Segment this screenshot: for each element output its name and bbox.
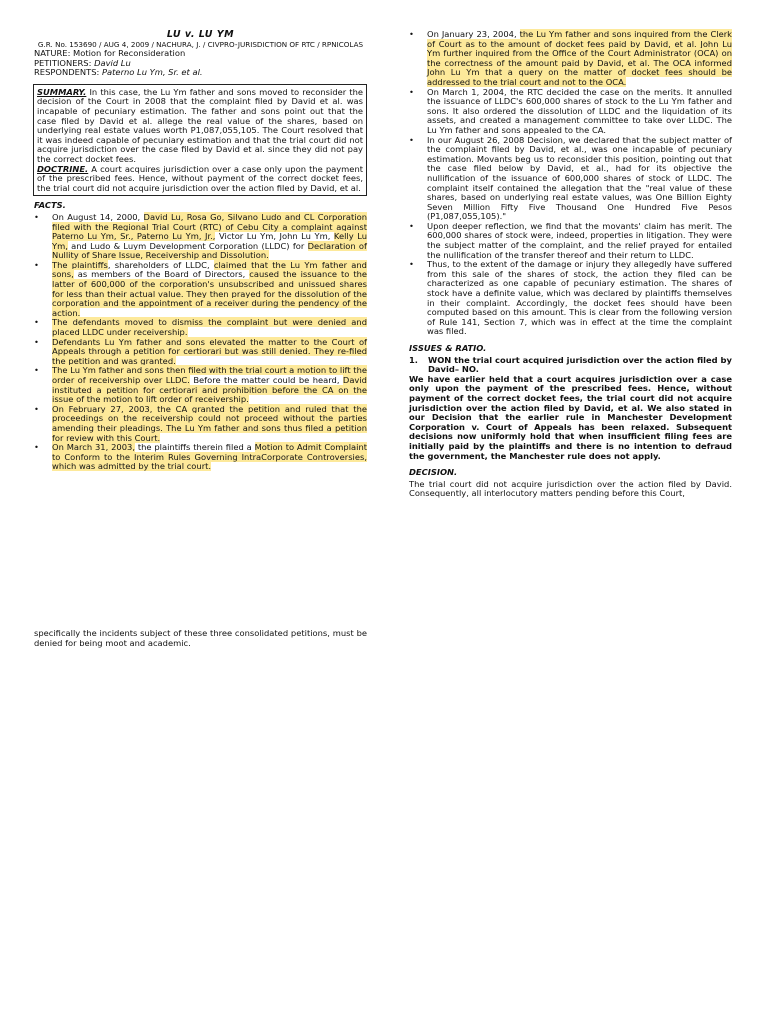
- list-item: [409, 30, 732, 88]
- list-item: [34, 338, 367, 367]
- decision-heading: DECISION.: [409, 467, 458, 478]
- list-item: [34, 366, 367, 404]
- list-item: [34, 213, 367, 261]
- summary-text: In this case, the Lu Ym father and sons moved to reconsider the decision of the Court in 2008 that the complaint filed by David et al. was incapable of pecuniary estimation. The father and sons point out that the case filed by David et al. allege the real value of the shares, based on underlying real estate values worth P1,087,055,105. The Court resolved that it was indeed capable of pecuniary estimation and that the trial court did not acquire jurisdiction over the case filed by David et al. since they did not pay the correct docket fees.: [37, 86, 363, 164]
- highlighted-text: David Lu, Rosa Go, Silvano Ludo and CL Corporation filed with the Regional Trial Court (RTC) of Cebu City a complaint against Paterno Lu Ym, Sr., Paterno Lu Ym, Jr.,: [52, 211, 367, 242]
- respondents-label: RESPONDENTS:: [34, 67, 103, 78]
- doctrine-paragraph: [37, 165, 363, 194]
- summary-paragraph: [37, 88, 363, 165]
- respondents-value: Paterno Lu Ym, Sr. et al.: [102, 67, 203, 78]
- highlighted-text: The Lu Ym father and sons then filed with the trial court a motion to lift the order of receivership over LLDC.: [52, 365, 367, 385]
- highlighted-text: the Lu Ym father and sons inquired from the Clerk of Court as to the amount of docket fees paid by David, et al. John Lu Ym further inquired from the Office of the Court Administrator (OCA) on the correctness of the amount paid by David, et al. The OCA informed John Lu Ym that a query on the matter of docket fees should be addressed to the trial court and not to the OCA.: [427, 29, 732, 87]
- list-item: [409, 88, 732, 136]
- facts-list: [34, 213, 367, 472]
- summary-label: SUMMARY.: [37, 86, 87, 97]
- text-segment: Before the matter could be heard,: [189, 375, 343, 385]
- highlighted-text: caused the issuance to the latter of 600,000 of the corporation's unsubscribed and unissued shares for less than their actual value. They then prayed for the dissolution of the corporation and the appointment of a receiver during the pendency of the action.: [52, 269, 368, 318]
- case-title: LU v. LU YM: [166, 29, 235, 40]
- highlighted-text: David instituted a petition for certiorari and prohibition before the CA on the issue of the motion to lift order of receivership.: [52, 375, 367, 405]
- highlighted-text: On March 31, 2003,: [52, 442, 135, 453]
- text-segment: Thus, to the extent of the damage or injury they allegedly have suffered from this sale of the shares of stock, the action they filed can be characterized as one capable of pecuniary estimation. The shares of stock have a definite value, which was declared by plaintiffs themselves in their complaint. Accordingly, the docket fees should have been computed based on this amount. This is clear from the following version of Rule 141, Section 7, which was in effect at the time the complaint was filed.: [427, 259, 732, 337]
- highlighted-text: The defendants moved to dismiss the complaint but were denied and placed LLDC under receivership.: [52, 317, 367, 338]
- text-segment: On August 14, 2000,: [52, 211, 144, 222]
- text-segment: Victor Lu Ym, John Lu Ym,: [215, 231, 334, 242]
- highlighted-text: claimed that the Lu Ym father and sons,: [52, 259, 367, 280]
- list-item: [34, 405, 367, 443]
- text-segment: as members of the Board of Directors,: [73, 269, 250, 280]
- text-segment: On March 1, 2004, the RTC decided the case on the merits. It annulled the issuance of LLDC's 600,000 shares of stock to the Lu Ym father and sons. It also ordered the dissolution of LLDC and the liquidation of its assets, and created a management committee to take over LLDC. The Lu Ym father and sons appealed to the CA.: [427, 86, 732, 135]
- decision-text: The trial court did not acquire jurisdiction over the action filed by David. Consequently, all interlocutory matters pending before this Court,: [409, 478, 732, 499]
- highlighted-text: Defendants Lu Ym father and sons elevated the matter to the Court of Appeals through a petition for certiorari but was still denied. They re-filed the petition and was granted.: [52, 336, 367, 366]
- petitioners-label: PETITIONERS:: [34, 57, 95, 68]
- issue-text: WON the trial court acquired jurisdiction over the action filed by David– NO.: [428, 354, 732, 375]
- issue-number: 1.: [409, 354, 418, 365]
- nature-line: NATURE: Motion for Reconsideration: [34, 48, 186, 58]
- text-segment: Upon deeper reflection, we find that the movants' claim has merit. The 600,000 shares of stock were, indeed, properties in litigation. They were the subject matter of the complaint, and the relief prayed for entailed the nullification of the transfer thereof and their return to LLDC.: [427, 220, 732, 260]
- facts-heading: FACTS.: [34, 200, 66, 211]
- doctrine-label: DOCTRINE.: [37, 163, 89, 174]
- list-item: [34, 318, 367, 337]
- doctrine-text: A court acquires jurisdiction over a case only upon the payment of the prescribed fees. Hence, without payment of the correct docket fees, the trial court did not acquire jurisdiction over the action filed by David, et al.: [37, 163, 363, 193]
- gr-line: G.R. No. 153690 / AUG 4, 2009 / NACHURA, J. / CIVPRO-JURISDICTION OF RTC / RPNICOLAS: [37, 39, 364, 49]
- list-item: [409, 222, 732, 260]
- highlighted-text: Motion to Admit Complaint to Conform to the Interim Rules Governing IntraCorporate Controversies, which was admitted by the trial court.: [52, 442, 367, 472]
- highlighted-text: The plaintiffs: [52, 259, 108, 270]
- summary-box: [33, 84, 367, 197]
- text-segment: In our August 26, 2008 Decision, we declared that the subject matter of the complaint filed by David, et al., was one incapable of pecuniary estimation. Movants beg us to reconsider this position, pointing out that the case filed below by David, et al., had for its objective the nullification of the issuance of 600,000 shares of stock of LLDC. The complaint itself contained the allegation that the "real value of these shares, based on underlying real estate values, was One Billion Eighty Seven Million Fifty Five Thousand One Hundred Five Pesos (P1,087,055,105).": [427, 134, 732, 222]
- issues-heading: ISSUES & RATIO.: [409, 343, 487, 353]
- text-segment: and Ludo & Luym Development Corporation (LLDC) for: [67, 240, 308, 251]
- text-segment: , shareholders of LLDC,: [107, 259, 214, 270]
- list-item: [34, 443, 367, 472]
- right-column: [409, 30, 732, 499]
- text-segment: On January 23, 2004,: [427, 29, 520, 39]
- left-column: [34, 30, 367, 472]
- text-segment: the plaintiffs therein filed a: [134, 442, 255, 453]
- list-item: [409, 136, 732, 222]
- highlighted-text: Kelly Lu Ym,: [52, 231, 368, 251]
- facts-continued-list: [409, 30, 732, 337]
- highlighted-text: Declaration of Nullity of Share Issue, Receivership and Dissolution.: [52, 240, 367, 261]
- list-item: [34, 261, 367, 319]
- list-item: [409, 260, 732, 337]
- decision-continuation: specifically the incidents subject of these three consolidated petitions, must be denied for being moot and academic.: [34, 628, 367, 648]
- petitioners-value: David Lu: [94, 57, 131, 68]
- highlighted-text: On February 27, 2003, the CA granted the petition and ruled that the proceedings on the receivership could not proceed without the parties amending their pleadings. The Lu Ym father and sons thus filed a petition for review with this Court.: [52, 403, 367, 443]
- issue-item: [409, 356, 732, 375]
- ratio-text: We have earlier held that a court acquires jurisdiction over a case only upon the payment of the prescribed fees. Hence, without payment of the correct docket fees, the trial court did not acquire jurisdiction over the action filed by David, et al. We also stated in our Decision that the earlier rule in Manchester Development Corporation v. Court of Appeals has been relaxed. Subsequent decisions now uniformly hold that when insufficient filing fees are initially paid by the plaintiffs and there is no intention to defraud the government, the Manchester rule does not apply.: [409, 373, 732, 461]
- respondents-line: [34, 68, 367, 78]
